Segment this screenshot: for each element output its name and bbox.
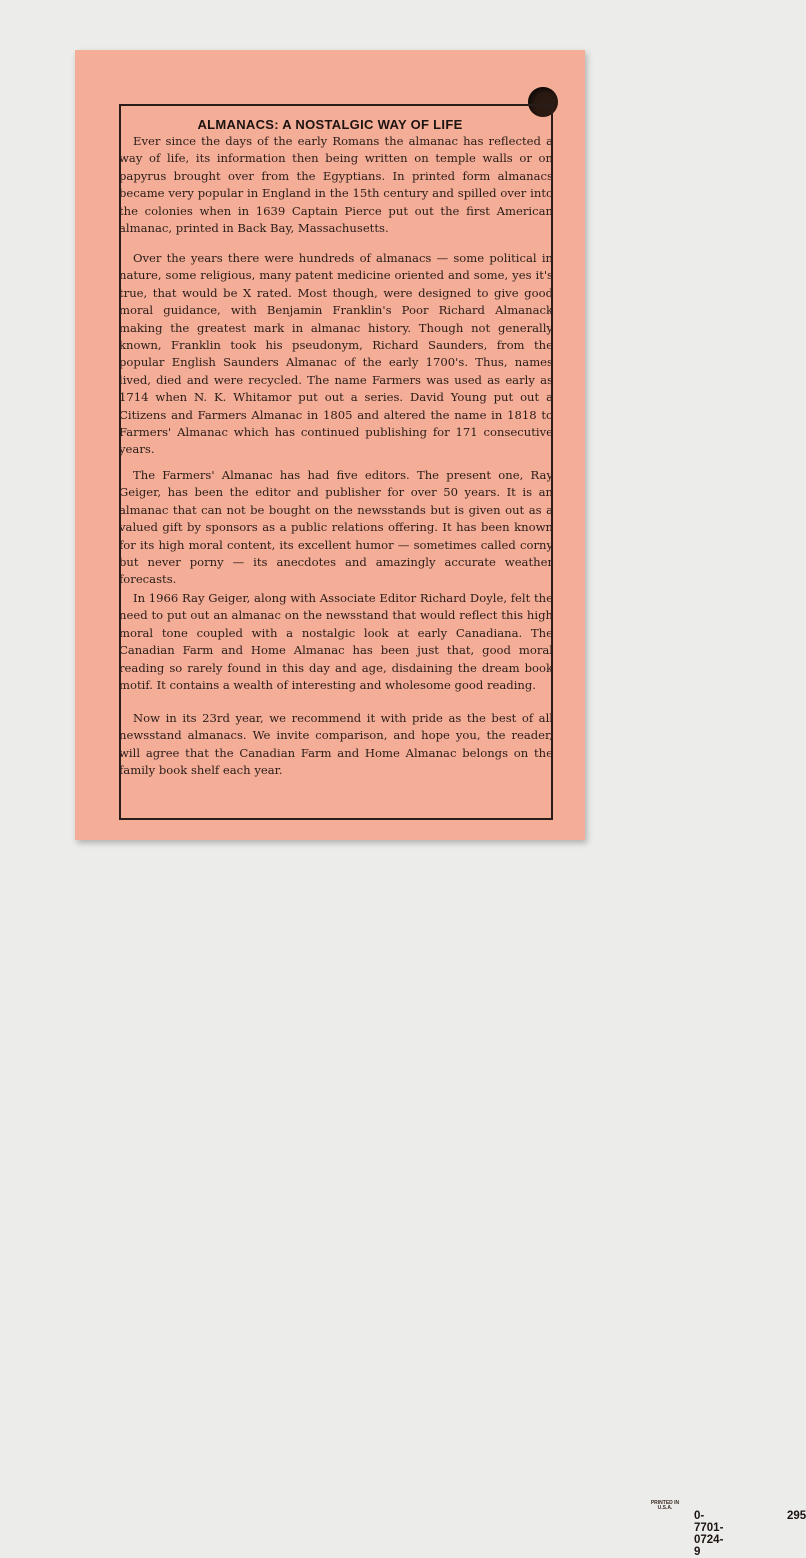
paragraph-4: In 1966 Ray Geiger, along with Associate Editor Richard Doyle, felt the need to put out an almanac on the newsstand that would reflect this high moral tone coupled with a nostalgic look at early Canadiana. The Canadian Farm and Home Almanac has been just that, good moral reading so rarely found in this day and age, disdaining the dream book motif. It contains a wealth of interesting and wholesome good reading. — [119, 591, 553, 693]
cover-title: ALMANACS: A NOSTALGIC WAY OF LIFE — [197, 117, 463, 132]
book-back-cover — [75, 50, 806, 1558]
paragraph-1: Ever since the days of the early Romans the almanac has reflected a way of life, its information then being written on temple walls or on papyrus brought over from the Egyptians. In printed form almanacs became very popular in England in the 15th century and spilled over into the colonies when in 1639 Captain Pierce put out the first American almanac, printed in Back Bay, Massachusetts. — [119, 134, 553, 236]
isbn-code: 0-7701-0724-9 — [694, 1510, 724, 1558]
paragraph-3: The Farmers' Almanac has had five editors. The present one, Ray Geiger, has been the editor and publisher for over 50 years. It is an almanac that can not be bought on the newsstands but is given out as a valued gift by sponsors as a public relations offering. It has been known for its high moral content, its excellent humor — sometimes called corny but never porny — its anecdotes and amazingly accurate weather forecasts. — [119, 468, 553, 587]
price-code: 295 — [787, 1510, 806, 1522]
paragraph-5: Now in its 23rd year, we recommend it with pride as the best of all newsstand almanacs. We invite comparison, and hope you, the reader, will agree that the Canadian Farm and Home Almanac belongs on the family book shelf each year. — [119, 711, 553, 778]
printed-in-stamp: PRINTED IN U.S.A. — [650, 1500, 680, 1511]
paragraph-2: Over the years there were hundreds of almanacs — some political in nature, some religious, many patent medicine oriented and some, yes it's true, that would be X rated. Most though, were designed to give good moral guidance, with Benjamin Franklin's Poor Richard Almanack making the greatest mark in almanac history. Though not generally known, Franklin took his pseudonym, Richard Saunders, from the popular English Saunders Almanac of the early 1700's. Thus, names lived, died and were recycled. The name Farmers was used as early as 1714 when N. K. Whitamor put out a series. David Young put out a Citizens and Farmers Almanac in 1805 and altered the name in 1818 to Farmers' Almanac which has continued publishing for 171 consecutive years. — [119, 251, 553, 457]
